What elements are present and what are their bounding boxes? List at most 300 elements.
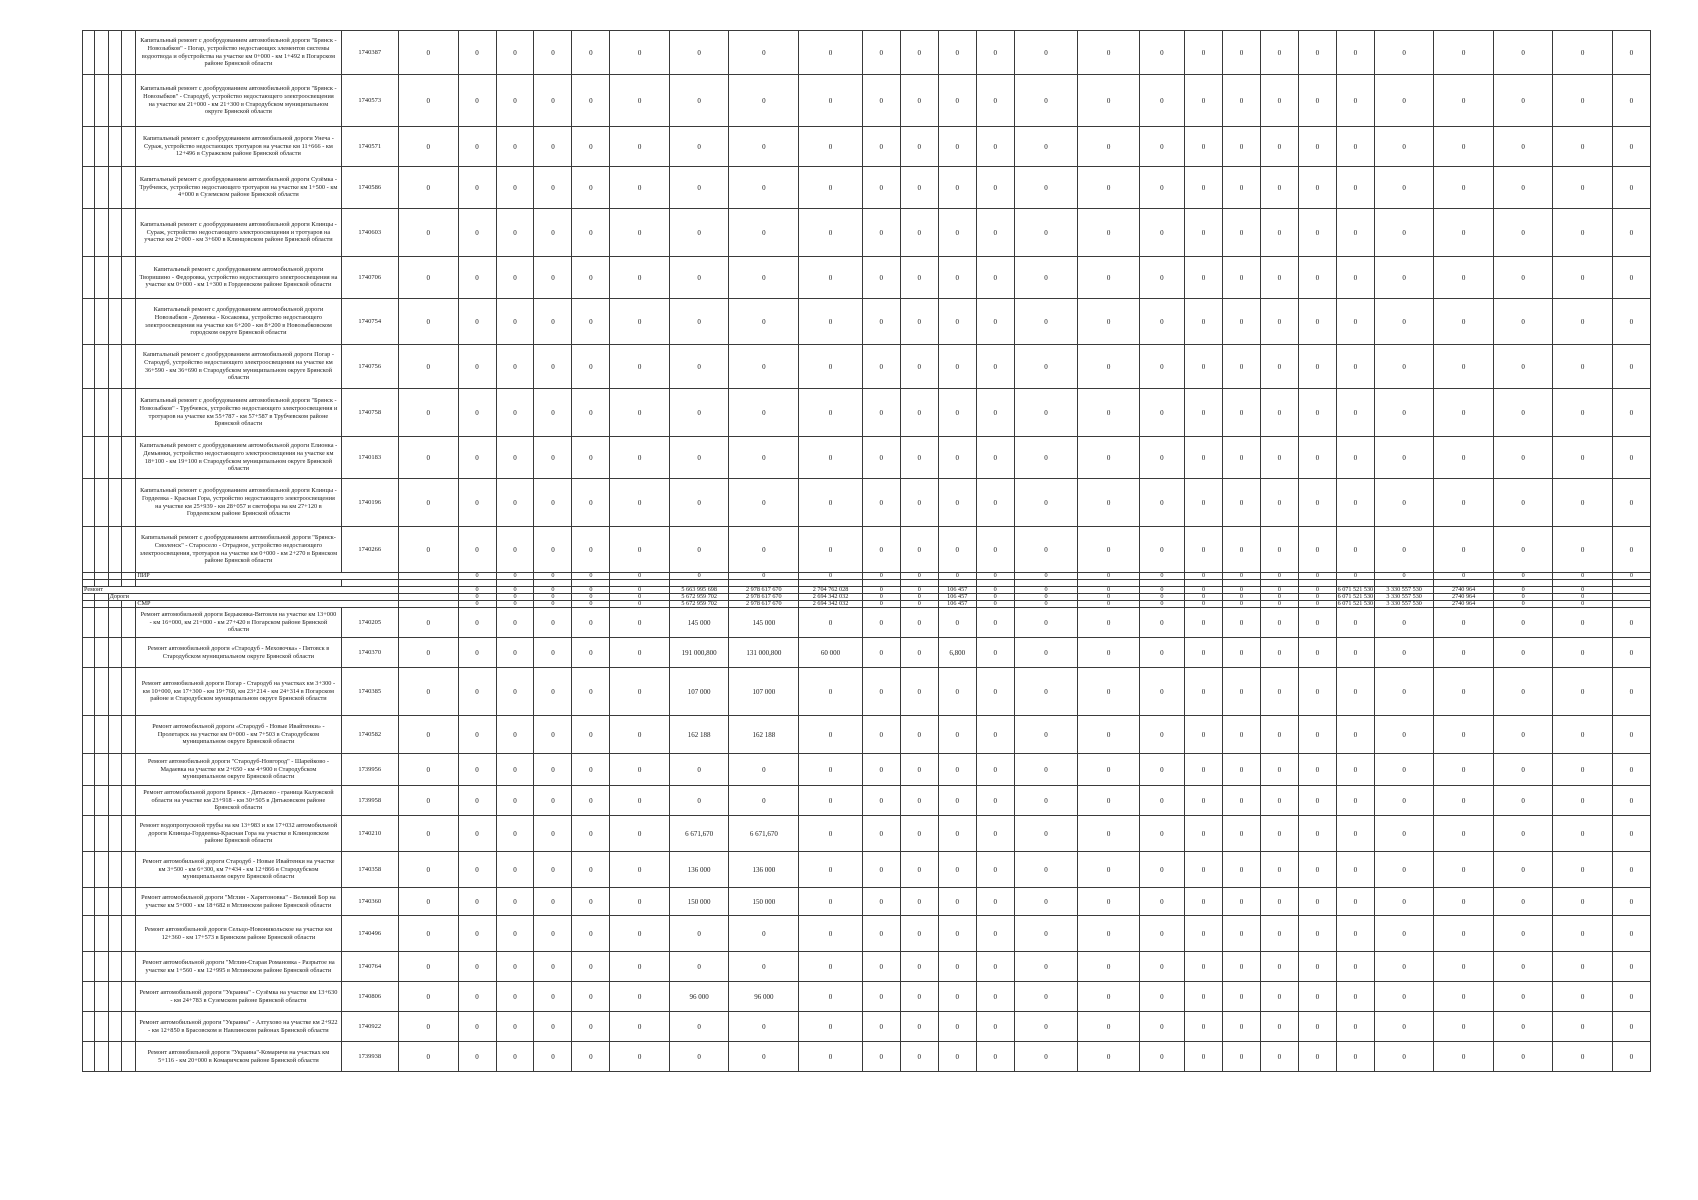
value-cell: 0: [1014, 716, 1078, 754]
value-cell: 0: [669, 754, 729, 786]
value-cell: 0: [1185, 594, 1223, 601]
value-cell: 0: [1493, 389, 1553, 437]
value-cell: 0: [1139, 601, 1184, 608]
indent-cell: [121, 668, 135, 716]
value-cell: 0: [572, 167, 610, 209]
value-cell: 0: [1434, 299, 1494, 345]
indent-cell: [121, 389, 135, 437]
value-cell: 0: [458, 257, 496, 299]
indent-cell: [83, 816, 95, 852]
value-cell: 0: [1185, 389, 1223, 437]
value-cell: 0: [729, 299, 799, 345]
indent-cell: [95, 527, 108, 573]
value-cell: 0: [496, 608, 534, 638]
value-cell: 0: [1553, 982, 1613, 1012]
indent-cell: [121, 257, 135, 299]
value-cell: 191 000,800: [669, 638, 729, 668]
value-cell: 0: [534, 527, 572, 573]
indent-cell: [108, 75, 121, 127]
value-cell: 0: [399, 852, 459, 888]
value-cell: 0: [1260, 952, 1298, 982]
value-cell: 0: [1553, 816, 1613, 852]
value-cell: 2740 964: [1434, 594, 1494, 601]
value-cell: 0: [610, 299, 670, 345]
value-cell: 0: [669, 209, 729, 257]
value-cell: 0: [1222, 601, 1260, 608]
value-cell: 0: [1014, 345, 1078, 389]
indent-cell: [121, 1042, 135, 1072]
value-cell: 0: [799, 888, 863, 916]
indent-cell: [108, 982, 121, 1012]
value-cell: 0: [1260, 527, 1298, 573]
object-code: 1740496: [341, 916, 398, 952]
value-cell: 0: [1434, 437, 1494, 479]
value-cell: 0: [572, 786, 610, 816]
value-cell: 0: [1185, 345, 1223, 389]
value-cell: 0: [1434, 786, 1494, 816]
indent-cell: [95, 852, 108, 888]
value-cell: 0: [1553, 479, 1613, 527]
value-cell: 0: [669, 127, 729, 167]
value-cell: 0: [1078, 345, 1140, 389]
value-cell: 0: [572, 1012, 610, 1042]
value-cell: 0: [1374, 638, 1434, 668]
value-cell: 0: [1612, 786, 1650, 816]
value-cell: 0: [1298, 299, 1336, 345]
empty-cell: [1078, 580, 1140, 587]
indent-cell: [83, 573, 95, 580]
indent-cell: [108, 668, 121, 716]
value-cell: 0: [1612, 345, 1650, 389]
table-row: [83, 668, 1651, 716]
summary-row-smr: [83, 601, 1651, 608]
value-cell: 0: [938, 75, 976, 127]
value-cell: 0: [669, 257, 729, 299]
value-cell: 0: [1553, 916, 1613, 952]
object-description: Ремонт водопропускной трубы на км 13+983 и км 17+032 автомобильной дороги Клинцы-Гордеевка-Красная Гора на участке в Клинцовском районе Брянской области: [136, 816, 341, 852]
value-cell: 0: [1222, 594, 1260, 601]
value-cell: 0: [1222, 573, 1260, 580]
value-cell: 2 978 617 670: [729, 594, 799, 601]
value-cell: 0: [1260, 888, 1298, 916]
object-code: 1740360: [341, 888, 398, 916]
value-cell: 0: [1612, 952, 1650, 982]
table-row: [83, 716, 1651, 754]
table-row: [83, 209, 1651, 257]
empty-cell: [938, 580, 976, 587]
value-cell: 0: [1260, 587, 1298, 594]
value-cell: 0: [610, 437, 670, 479]
indent-cell: [108, 127, 121, 167]
value-cell: [399, 594, 459, 601]
value-cell: 0: [900, 527, 938, 573]
value-cell: 0: [976, 786, 1014, 816]
value-cell: 0: [669, 389, 729, 437]
value-cell: 0: [1222, 587, 1260, 594]
value-cell: 0: [610, 167, 670, 209]
indent-cell: [108, 167, 121, 209]
value-cell: 0: [1260, 601, 1298, 608]
value-cell: 0: [1222, 127, 1260, 167]
value-cell: 0: [1222, 437, 1260, 479]
value-cell: 0: [458, 573, 496, 580]
value-cell: 6 071 521 530: [1337, 593, 1374, 600]
value-cell: 0: [1434, 888, 1494, 916]
value-cell: 0: [1222, 1012, 1260, 1042]
value-cell: 0: [799, 716, 863, 754]
value-cell: 136 000: [669, 852, 729, 888]
value-cell: 0: [1612, 257, 1650, 299]
value-cell: 0: [1298, 668, 1336, 716]
value-cell: 0: [862, 816, 900, 852]
value-cell: 0: [572, 479, 610, 527]
table-row: [83, 345, 1651, 389]
indent-cell: [83, 601, 95, 608]
value-cell: 0: [862, 31, 900, 75]
summary-label: СМР: [136, 601, 399, 608]
value-cell: 0: [976, 608, 1014, 638]
value-cell: 0: [1298, 601, 1336, 608]
value-cell: 0: [1222, 1042, 1260, 1072]
value-cell: 0: [669, 479, 729, 527]
value-cell: 0: [799, 31, 863, 75]
value-cell: 0: [1612, 479, 1650, 527]
value-cell: 0: [610, 257, 670, 299]
value-cell: 0: [1139, 479, 1184, 527]
value-cell: 0: [1078, 127, 1140, 167]
value-cell: 136 000: [729, 852, 799, 888]
indent-cell: [108, 389, 121, 437]
value-cell: 0: [1222, 668, 1260, 716]
value-cell: 0: [458, 299, 496, 345]
value-cell: 0: [938, 209, 976, 257]
value-cell: 0: [1434, 982, 1494, 1012]
object-code: 1740358: [341, 852, 398, 888]
value-cell: 0: [900, 257, 938, 299]
value-cell: 0: [1374, 75, 1434, 127]
value-cell: 0: [1612, 527, 1650, 573]
value-cell: 0: [1374, 573, 1434, 580]
value-cell: 0: [1139, 389, 1184, 437]
object-description: Капитальный ремонт с дообрудованием автомобильной дороги "Брянск - Новозыбков" - Трубчевск, устройство недостающего электроосвещения и тротуаров на участке км 55+787 - км 57+587 в Трубчевском районе Брянской области: [136, 389, 341, 437]
spreadsheet-page: [82, 30, 1650, 1072]
value-cell: 0: [1493, 916, 1553, 952]
value-cell: 0: [862, 638, 900, 668]
value-cell: 0: [1260, 1042, 1298, 1072]
value-cell: 0: [1014, 299, 1078, 345]
value-cell: 0: [1553, 1042, 1613, 1072]
value-cell: 0: [1260, 389, 1298, 437]
object-description: Ремонт автомобильной дороги "Мглин - Харитоновка" - Великий Бор на участке км 5+000 - км 18+682 в Мглинском районе Брянской области: [136, 888, 341, 916]
object-description: Капитальный ремонт с дообрудованием автомобильной дороги Елионка - Демьянки, устройство недостающего электроосвещения на участке км 18+100 - км 19+100 в Стародубском муниципальном округе Брянской области: [136, 437, 341, 479]
value-cell: 0: [1434, 754, 1494, 786]
indent-cell: [108, 608, 121, 638]
value-cell: 0: [729, 479, 799, 527]
value-cell: 0: [534, 257, 572, 299]
value-cell: 0: [496, 1042, 534, 1072]
value-cell: 162 188: [669, 716, 729, 754]
indent-cell: [121, 888, 135, 916]
value-cell: 0: [799, 437, 863, 479]
value-cell: 0: [900, 638, 938, 668]
value-cell: 0: [1298, 167, 1336, 209]
value-cell: 0: [572, 638, 610, 668]
indent-cell: [95, 209, 108, 257]
value-cell: 0: [1553, 389, 1613, 437]
empty-cell: [1222, 580, 1260, 587]
value-cell: 0: [1185, 668, 1223, 716]
value-cell: 0: [1553, 527, 1613, 573]
value-cell: 0: [1298, 952, 1336, 982]
value-cell: 0: [496, 345, 534, 389]
value-cell: [399, 587, 459, 594]
value-cell: 0: [572, 1042, 610, 1072]
empty-cell: [1260, 580, 1298, 587]
value-cell: 0: [1612, 389, 1650, 437]
value-cell: 0: [399, 816, 459, 852]
value-cell: 0: [458, 127, 496, 167]
value-cell: 0: [534, 573, 572, 580]
value-cell: 0: [1014, 75, 1078, 127]
indent-cell: [108, 786, 121, 816]
value-cell: 0: [1078, 573, 1140, 580]
table-row: [83, 816, 1651, 852]
value-cell: 0: [1612, 608, 1650, 638]
value-cell: 0: [1336, 952, 1374, 982]
value-cell: 0: [1222, 257, 1260, 299]
value-cell: 0: [938, 786, 976, 816]
value-cell: 0: [1139, 31, 1184, 75]
value-cell: 0: [669, 1012, 729, 1042]
value-cell: 0: [1336, 75, 1374, 127]
value-cell: 0: [1014, 952, 1078, 982]
value-cell: 0: [572, 345, 610, 389]
value-cell: 0: [976, 299, 1014, 345]
indent-cell: [108, 916, 121, 952]
empty-cell: [799, 580, 863, 587]
value-cell: 0: [1434, 389, 1494, 437]
value-cell: 0: [1014, 587, 1078, 594]
value-cell: 0: [976, 916, 1014, 952]
object-description: Капитальный ремонт с дообрудованием автомобильной дороги Унеча - Сураж, устройство недостающих тротуаров на участке км 11+666 - км 12+496 в Суражском районе Брянской области: [136, 127, 341, 167]
value-cell: 0: [1612, 754, 1650, 786]
value-cell: 0: [729, 75, 799, 127]
indent-cell: [95, 437, 108, 479]
empty-cell: [1298, 580, 1336, 587]
value-cell: 0: [1493, 587, 1553, 594]
value-cell: 0: [1493, 594, 1553, 601]
indent-cell: [121, 527, 135, 573]
value-cell: 0: [458, 167, 496, 209]
value-cell: 0: [534, 816, 572, 852]
value-cell: 0: [1014, 209, 1078, 257]
table-row: [83, 437, 1651, 479]
value-cell: 0: [1078, 952, 1140, 982]
indent-cell: [83, 982, 95, 1012]
value-cell: 0: [610, 716, 670, 754]
value-cell: 0: [1260, 816, 1298, 852]
value-cell: 0: [496, 299, 534, 345]
value-cell: 0: [799, 668, 863, 716]
value-cell: 0: [900, 573, 938, 580]
value-cell: 0: [1298, 594, 1336, 601]
object-description: Ремонт автомобильной дороги "Мглин-Старая Романовка - Разрытое на участке км 1+560 - км 12+995 в Мглинском районе Брянской области: [136, 952, 341, 982]
value-cell: 0: [1222, 952, 1260, 982]
value-cell: 0: [458, 389, 496, 437]
table-row: [83, 257, 1651, 299]
value-cell: 0: [1139, 594, 1184, 601]
value-cell: 0: [976, 345, 1014, 389]
value-cell: 0: [1553, 1012, 1613, 1042]
value-cell: 2 704 762 028: [799, 587, 863, 594]
value-cell: 0: [1298, 982, 1336, 1012]
object-description: Ремонт автомобильной дороги Погар - Стародуб на участках км 3+300 - км 10+000, км 17+300 - км 19+760, км 23+214 - км 24+314 в Погарском районе и Стародубском муниципальном округе Брянской области: [136, 668, 341, 716]
value-cell: 0: [1336, 167, 1374, 209]
value-cell: 0: [1434, 1012, 1494, 1042]
value-cell: 0: [938, 608, 976, 638]
value-cell: 0: [1374, 888, 1434, 916]
value-cell: 0: [610, 127, 670, 167]
value-cell: 0: [1014, 527, 1078, 573]
value-cell: 0: [1185, 786, 1223, 816]
value-cell: 0: [399, 209, 459, 257]
value-cell: 5 663 995 698: [669, 587, 729, 594]
indent-cell: [108, 527, 121, 573]
empty-cell: [572, 580, 610, 587]
value-cell: 0: [1139, 668, 1184, 716]
value-cell: 0: [399, 982, 459, 1012]
value-cell: 0: [1185, 437, 1223, 479]
table-row: [83, 852, 1651, 888]
value-cell: 0: [729, 437, 799, 479]
value-cell: 0: [458, 75, 496, 127]
value-cell: 0: [1434, 816, 1494, 852]
value-cell: 0: [572, 668, 610, 716]
object-code: 1740370: [341, 638, 398, 668]
value-cell: 0: [1078, 786, 1140, 816]
value-cell: 0: [900, 608, 938, 638]
indent-cell: [83, 437, 95, 479]
value-cell: 0: [572, 594, 610, 601]
value-cell: 0: [1139, 299, 1184, 345]
value-cell: 0: [399, 299, 459, 345]
value-cell: 0: [1374, 31, 1434, 75]
value-cell: 0: [900, 888, 938, 916]
object-description: Капитальный ремонт с дообрудованием автомобильной дороги Клинцы - Сураж, устройство недостающего электроосвещения и тротуаров на участке км 2+000 - км 3+600 в Клинцовском районе Брянской области: [136, 209, 341, 257]
value-cell: 0: [458, 852, 496, 888]
value-cell: 0: [1260, 437, 1298, 479]
value-cell: 0: [1553, 952, 1613, 982]
value-cell: 0: [1612, 668, 1650, 716]
indent-cell: [95, 754, 108, 786]
value-cell: 0: [938, 668, 976, 716]
indent-cell: [95, 257, 108, 299]
value-cell: 0: [1078, 299, 1140, 345]
value-cell: 0: [938, 31, 976, 75]
value-cell: 0: [1298, 587, 1336, 594]
value-cell: 0: [799, 1042, 863, 1072]
value-cell: 0: [572, 299, 610, 345]
indent-cell: [95, 916, 108, 952]
value-cell: 0: [1185, 1042, 1223, 1072]
value-cell: 0: [572, 601, 610, 608]
value-cell: 0: [900, 1012, 938, 1042]
value-cell: 0: [862, 786, 900, 816]
value-cell: 0: [1260, 127, 1298, 167]
value-cell: 0: [1139, 167, 1184, 209]
value-cell: 0: [496, 1012, 534, 1042]
value-cell: 131 000,800: [729, 638, 799, 668]
value-cell: 0: [1260, 608, 1298, 638]
object-description: Ремонт автомобильной дороги Сельцо-Новоникольское на участке км 12+360 - км 17+573 в Брянском районе Брянской области: [136, 916, 341, 952]
value-cell: 0: [1493, 479, 1553, 527]
value-cell: 2 978 617 670: [729, 601, 799, 608]
value-cell: 0: [534, 982, 572, 1012]
value-cell: 0: [862, 127, 900, 167]
value-cell: 0: [1612, 716, 1650, 754]
value-cell: 2740 964: [1434, 587, 1494, 594]
value-cell: 0: [1185, 754, 1223, 786]
indent-cell: [95, 479, 108, 527]
value-cell: 0: [1336, 479, 1374, 527]
indent-cell: [83, 31, 95, 75]
value-cell: 0: [976, 75, 1014, 127]
value-cell: 107 000: [729, 668, 799, 716]
indent-cell: [83, 75, 95, 127]
table-row: [83, 31, 1651, 75]
value-cell: 0: [534, 127, 572, 167]
object-code: 1740754: [341, 299, 398, 345]
value-cell: 0: [1222, 638, 1260, 668]
value-cell: 0: [900, 31, 938, 75]
value-cell: 0: [669, 167, 729, 209]
value-cell: 0: [399, 1012, 459, 1042]
object-description: Капитальный ремонт с дообрудованием автомобильной дороги Клинцы - Гордеевка - Красная Гора, устройство недостающего электроосвещения на участке км 25+939 - км 28+057 и светофора на км 27+120 в Гордеевском районе Брянской области: [136, 479, 341, 527]
value-cell: 0: [1014, 888, 1078, 916]
value-cell: 0: [1612, 573, 1650, 580]
value-cell: 0: [1493, 127, 1553, 167]
value-cell: 0: [669, 916, 729, 952]
value-cell: 0: [976, 587, 1014, 594]
value-cell: 0: [572, 754, 610, 786]
value-cell: 0: [1260, 345, 1298, 389]
table-row: [83, 916, 1651, 952]
value-cell: 0: [1014, 594, 1078, 601]
value-cell: 0: [862, 527, 900, 573]
value-cell: 0: [1139, 852, 1184, 888]
value-cell: 0: [458, 638, 496, 668]
value-cell: 0: [669, 31, 729, 75]
value-cell: 0: [1298, 1042, 1336, 1072]
value-cell: 0: [1493, 31, 1553, 75]
value-cell: 0: [1336, 573, 1374, 580]
value-cell: 0: [900, 982, 938, 1012]
value-cell: 0: [1553, 167, 1613, 209]
indent-cell: [95, 75, 108, 127]
value-cell: 0: [572, 75, 610, 127]
value-cell: 0: [610, 587, 670, 594]
indent-cell: [95, 1042, 108, 1072]
value-cell: 0: [1298, 1012, 1336, 1042]
value-cell: 0: [1434, 167, 1494, 209]
value-cell: 0: [610, 389, 670, 437]
value-cell: 0: [496, 479, 534, 527]
value-cell: 0: [1078, 31, 1140, 75]
table-row: [83, 638, 1651, 668]
value-cell: 0: [534, 594, 572, 601]
value-cell: 0: [1298, 716, 1336, 754]
object-code: 1740706: [341, 257, 398, 299]
